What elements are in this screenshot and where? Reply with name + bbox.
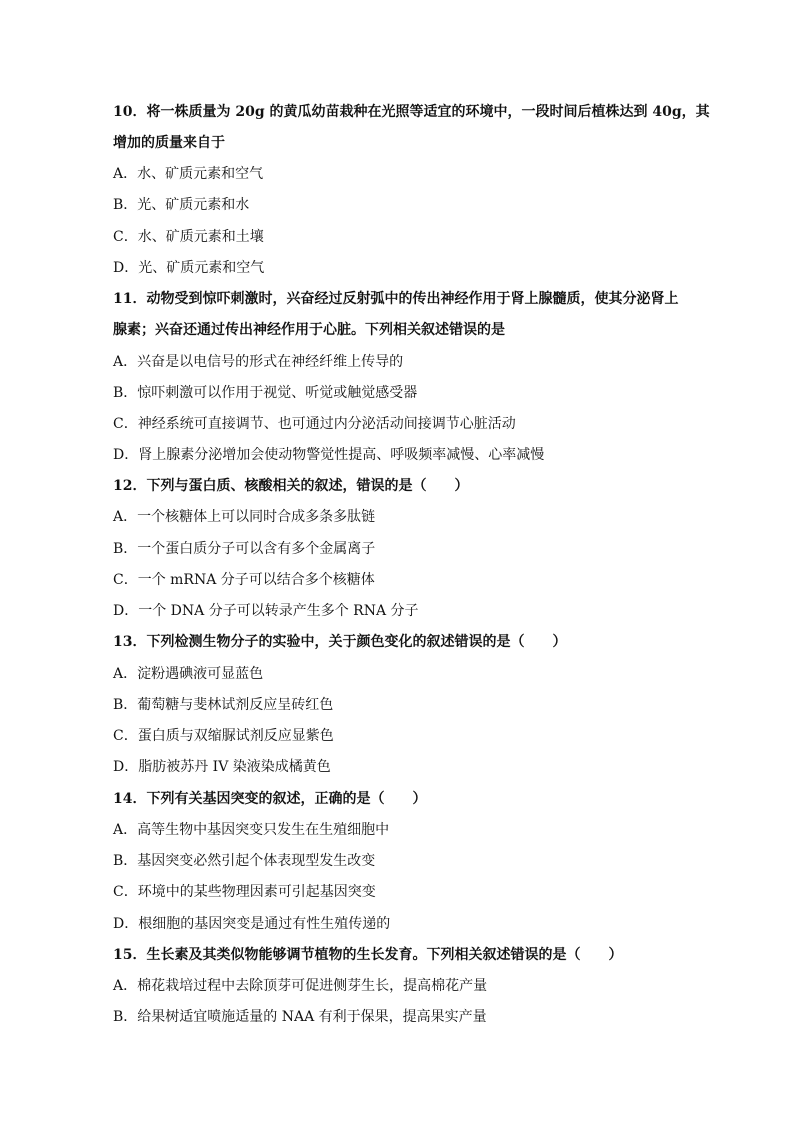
question-14-option-d: D．根细胞的基因突变是通过有性生殖传递的 bbox=[113, 916, 391, 932]
question-14-option-b: B．基因突变必然引起个体表现型发生改变 bbox=[113, 853, 376, 869]
question-13-option-d: D．脂肪被苏丹 IV 染液染成橘黄色 bbox=[113, 759, 331, 775]
question-11-option-c: C．神经系统可直接调节、也可通过内分泌活动间接调节心脏活动 bbox=[113, 416, 516, 432]
question-10-stem-continued: 增加的质量来自于 bbox=[113, 135, 225, 151]
question-13-option-a: A．淀粉遇碘液可显蓝色 bbox=[113, 666, 264, 682]
question-10-option-d: D．光、矿质元素和空气 bbox=[113, 260, 265, 276]
question-13-stem: 13．下列检测生物分子的实验中，关于颜色变化的叙述错误的是（ ） bbox=[113, 634, 567, 650]
question-14-option-c: C．环境中的某些物理因素可引起基因突变 bbox=[113, 884, 376, 900]
question-11-option-b: B．惊吓刺激可以作用于视觉、听觉或触觉感受器 bbox=[113, 385, 418, 401]
question-12-option-d: D．一个 DNA 分子可以转录产生多个 RNA 分子 bbox=[113, 603, 419, 619]
question-13-option-b: B．葡萄糖与斐林试剂反应呈砖红色 bbox=[113, 697, 334, 713]
question-10-option-a: A．水、矿质元素和空气 bbox=[113, 166, 264, 182]
question-11-option-a: A．兴奋是以电信号的形式在神经纤维上传导的 bbox=[113, 354, 404, 370]
question-12-option-a: A．一个核糖体上可以同时合成多条多肽链 bbox=[113, 509, 376, 525]
question-10-option-c: C．水、矿质元素和土壤 bbox=[113, 229, 264, 245]
question-10-option-b: B．光、矿质元素和水 bbox=[113, 197, 250, 213]
question-11-stem-continued: 腺素；兴奋还通过传出神经作用于心脏。下列相关叙述错误的是 bbox=[113, 322, 505, 338]
question-13-option-c: C．蛋白质与双缩脲试剂反应显紫色 bbox=[113, 728, 334, 744]
question-12-option-c: C．一个 mRNA 分子可以结合多个核糖体 bbox=[113, 572, 375, 588]
question-11-option-d: D．肾上腺素分泌增加会使动物警觉性提高、呼吸频率减慢、心率减慢 bbox=[113, 447, 545, 463]
question-14-option-a: A．高等生物中基因突变只发生在生殖细胞中 bbox=[113, 822, 390, 838]
question-15-option-a: A．棉花栽培过程中去除顶芽可促进侧芽生长，提高棉花产量 bbox=[113, 978, 488, 994]
question-14-stem: 14．下列有关基因突变的叙述，正确的是（ ） bbox=[113, 791, 427, 807]
question-15-option-b: B．给果树适宜喷施适量的 NAA 有利于保果，提高果实产量 bbox=[113, 1009, 487, 1025]
question-12-stem: 12．下列与蛋白质、核酸相关的叙述，错误的是（ ） bbox=[113, 478, 469, 494]
question-10-stem: 10．将一株质量为 20g 的黄瓜幼苗栽种在光照等适宜的环境中，一段时间后植株达到 40g，其 bbox=[113, 104, 710, 120]
question-15-stem: 15．生长素及其类似物能够调节植物的生长发育。下列相关叙述错误的是（ ） bbox=[113, 947, 623, 963]
question-12-option-b: B．一个蛋白质分子可以含有多个金属离子 bbox=[113, 541, 376, 557]
question-11-stem: 11．动物受到惊吓刺激时，兴奋经过反射弧中的传出神经作用于肾上腺髓质，使其分泌肾上 bbox=[113, 291, 679, 307]
